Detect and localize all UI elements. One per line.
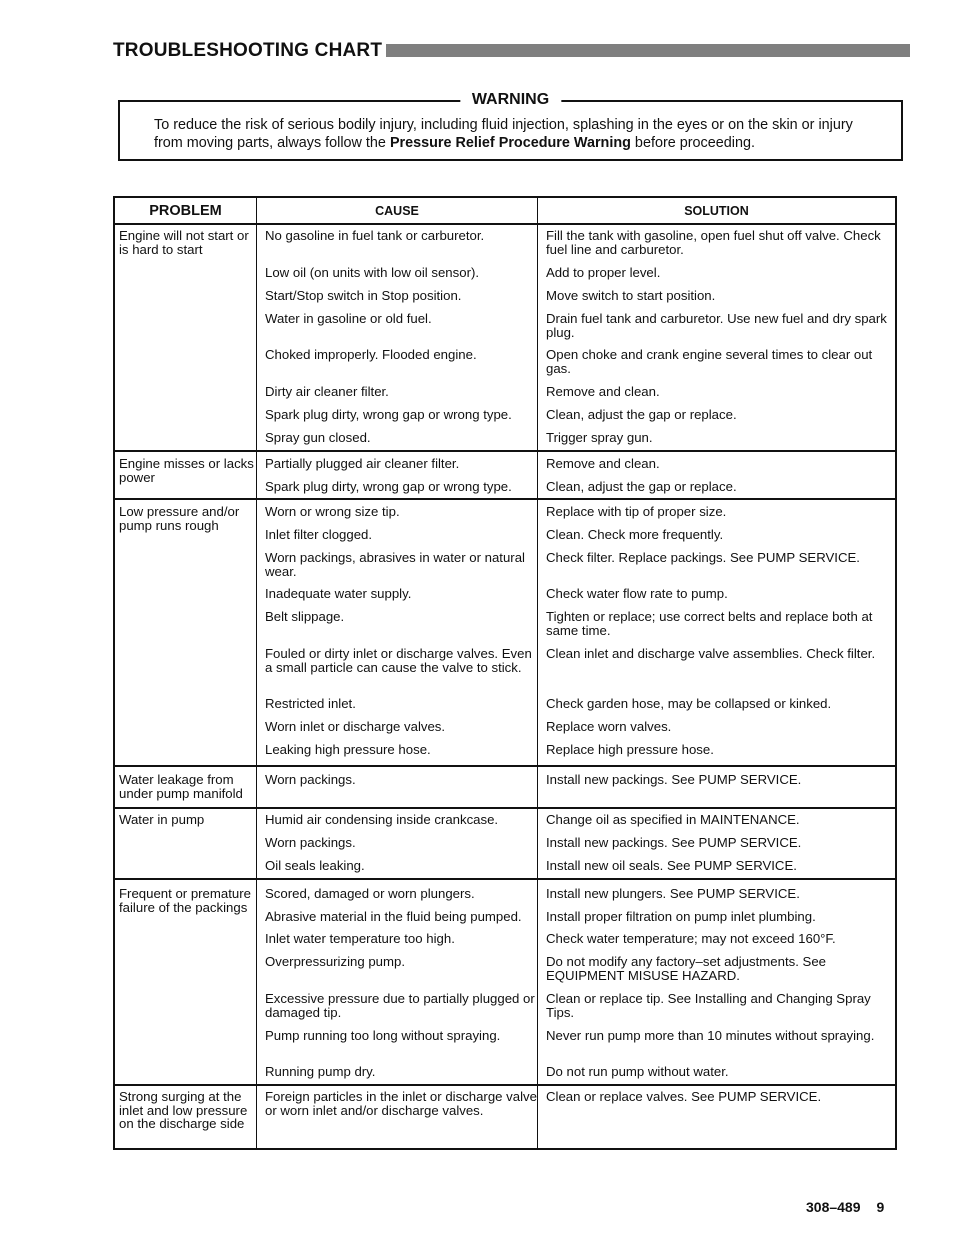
group-divider [115, 450, 895, 452]
cause-cell: Leaking high pressure hose. [265, 742, 431, 757]
group-divider [115, 765, 895, 767]
solution-cell: Install new packings. See PUMP SERVICE. [546, 772, 802, 787]
cause-cell: Pump running too long without spraying. [265, 1028, 501, 1043]
warning-text [154, 116, 884, 152]
cause-cell: Spark plug dirty, wrong gap or wrong type. [265, 479, 512, 494]
solution-cell: Clean or replace valves. See PUMP SERVICE. [546, 1089, 822, 1104]
cause-cell: Inlet water temperature too high. [265, 931, 455, 946]
page-title: TROUBLESHOOTING CHART [113, 40, 383, 61]
warning-title: WARNING [460, 91, 561, 109]
cause-cell: Worn packings, abrasives in water or natural wear. [265, 550, 525, 579]
cause-cell: Oil seals leaking. [265, 858, 365, 873]
solution-cell: Clean, adjust the gap or replace. [546, 479, 737, 494]
problem-cell: Engine will not start or is hard to start [119, 228, 249, 257]
problem-cell: Engine misses or lacks power [119, 456, 254, 485]
group-divider [115, 807, 895, 809]
solution-cell: Check filter. Replace packings. See PUMP SERVICE. [546, 550, 860, 565]
cause-cell: Low oil (on units with low oil sensor). [265, 265, 480, 280]
cause-cell: Inadequate water supply. [265, 586, 412, 601]
solution-cell: Tighten or replace; use correct belts and replace both at same time. [546, 609, 873, 638]
cause-cell: Spray gun closed. [265, 430, 371, 445]
warning-text-end: before proceeding. [630, 135, 755, 151]
solution-cell: Clean, adjust the gap or replace. [546, 407, 737, 422]
warning-text-bold: Pressure Relief Procedure Warning [389, 135, 631, 151]
cause-cell: Belt slippage. [265, 609, 345, 624]
group-divider [115, 1084, 895, 1086]
troubleshooting-table [113, 196, 897, 1150]
page-header [113, 38, 910, 64]
group-divider [115, 878, 895, 880]
solution-cell: Install new packings. See PUMP SERVICE. [546, 835, 802, 850]
solution-cell: Never run pump more than 10 minutes without spraying. [546, 1028, 875, 1043]
solution-cell: Check water temperature; may not exceed 160°F. [546, 931, 836, 946]
cause-cell: Abrasive material in the fluid being pumped. [265, 909, 522, 924]
cause-cell: Excessive pressure due to partially plugged or damaged tip. [265, 991, 535, 1020]
problem-cell: Frequent or premature failure of the packings [119, 886, 251, 915]
problem-cell: Water in pump [119, 812, 205, 827]
solution-cell: Change oil as specified in MAINTENANCE. [546, 812, 800, 827]
solution-cell: Check garden hose, may be collapsed or kinked. [546, 696, 832, 711]
header-rule-bar [386, 44, 910, 57]
cause-cell: Spark plug dirty, wrong gap or wrong type. [265, 407, 512, 422]
cause-cell: Water in gasoline or old fuel. [265, 311, 432, 326]
cause-cell: Partially plugged air cleaner filter. [265, 456, 460, 471]
cause-cell: Scored, damaged or worn plungers. [265, 886, 475, 901]
column-divider [256, 198, 257, 1148]
cause-cell: Worn packings. [265, 835, 356, 850]
solution-cell: Trigger spray gun. [546, 430, 653, 445]
cause-cell: Running pump dry. [265, 1064, 376, 1079]
solution-cell: Move switch to start position. [546, 288, 716, 303]
cause-cell: Choked improperly. Flooded engine. [265, 347, 477, 362]
cause-cell: Humid air condensing inside crankcase. [265, 812, 499, 827]
solution-cell: Clean. Check more frequently. [546, 527, 724, 542]
cause-cell: No gasoline in fuel tank or carburetor. [265, 228, 485, 243]
page-number: 9 [876, 1199, 885, 1215]
cause-cell: Foreign particles in the inlet or discharge valve or worn inlet and/or discharge valves. [265, 1089, 537, 1118]
solution-cell: Open choke and crank engine several times to clear out gas. [546, 347, 873, 376]
cause-cell: Worn or wrong size tip. [265, 504, 400, 519]
cause-cell: Restricted inlet. [265, 696, 356, 711]
cause-cell: Worn packings. [265, 772, 356, 787]
document-number: 308–489 [806, 1199, 861, 1215]
solution-cell: Do not modify any factory–set adjustments. See EQUIPMENT MISUSE HAZARD. [546, 954, 827, 983]
solution-cell: Check water flow rate to pump. [546, 586, 728, 601]
solution-cell: Add to proper level. [546, 265, 661, 280]
solution-cell: Remove and clean. [546, 456, 660, 471]
solution-cell: Clean inlet and discharge valve assemblies. Check filter. [546, 646, 876, 661]
solution-cell: Drain fuel tank and carburetor. Use new fuel and dry spark plug. [546, 311, 887, 340]
cause-cell: Dirty air cleaner filter. [265, 384, 389, 399]
cause-cell: Fouled or dirty inlet or discharge valves. Even a small particle can cause the valve to stick. [265, 646, 532, 675]
header-problem: PROBLEM [149, 203, 222, 219]
cause-cell: Inlet filter clogged. [265, 527, 373, 542]
problem-cell: Strong surging at the inlet and low pressure on the discharge side [119, 1089, 248, 1132]
problem-cell: Low pressure and/or pump runs rough [119, 504, 240, 533]
solution-cell: Install new plungers. See PUMP SERVICE. [546, 886, 800, 901]
header-solution: SOLUTION [684, 204, 749, 218]
group-divider [115, 498, 895, 500]
cause-cell: Start/Stop switch in Stop position. [265, 288, 462, 303]
solution-cell: Replace high pressure hose. [546, 742, 714, 757]
warning-box [118, 91, 903, 161]
solution-cell: Fill the tank with gasoline, open fuel shut off valve. Check fuel line and carburetor. [546, 228, 881, 257]
solution-cell: Do not run pump without water. [546, 1064, 729, 1079]
cause-cell: Overpressurizing pump. [265, 954, 405, 969]
warning-text-intro: To reduce the risk of serious bodily injury, including fluid injection, splashing in the eyes or on the skin or injury from moving parts, always follow the [154, 117, 853, 151]
solution-cell: Clean or replace tip. See Installing and Changing Spray Tips. [546, 991, 871, 1020]
solution-cell: Replace worn valves. [546, 719, 672, 734]
cause-cell: Worn inlet or discharge valves. [265, 719, 446, 734]
problem-cell: Water leakage from under pump manifold [119, 772, 243, 801]
solution-cell: Remove and clean. [546, 384, 660, 399]
header-rule [115, 223, 895, 225]
page-footer [806, 1199, 884, 1215]
solution-cell: Replace with tip of proper size. [546, 504, 727, 519]
header-cause: CAUSE [375, 204, 419, 218]
solution-cell: Install proper filtration on pump inlet plumbing. [546, 909, 816, 924]
solution-cell: Install new oil seals. See PUMP SERVICE. [546, 858, 797, 873]
